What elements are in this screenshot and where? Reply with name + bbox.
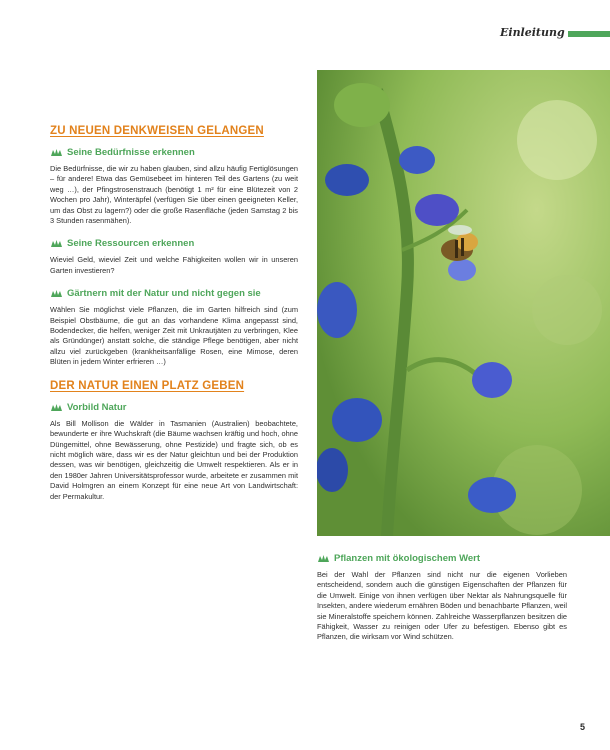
section-title: DER NATUR EINEN PLATZ GEBEN bbox=[50, 379, 245, 392]
paragraph: Die Bedürfnisse, die wir zu haben glauben, sind allzu häufig Fertiglösungen – für andere! Etwa das Gemüsebeet im hinteren Teil des Gartens (zu weit weg …), der Pfingstrosenstrauch (benötigt 1 m² für eine Blütezeit von 2 Wochen pro Jahr), Winteräpfel (verfügen Sie über einen geeigneten Keller, um das Obst zu lagern?) oder die große Rasenfläche (jeden Samstag 2 bis 3 Stunden rasenmähen). bbox=[50, 164, 298, 226]
photo-illustration bbox=[317, 70, 610, 536]
subheading bbox=[50, 147, 298, 158]
paragraph: Als Bill Mollison die Wälder in Tasmanien (Australien) beobachtete, bewunderte er ihre Wuchskraft (die Bäume wachsen kräftig und hoch, ohne Düngemittel, ohne Bewässerung, ohne Pestizide) und fragte sich, ob es nicht möglich wäre, dass wir es der Natur gleichtun und bei der Produktion dessen, was wir benötigen, gleichzeitig die Umwelt respektieren. Als er in den 1980er Jahren Universitätsprofessor wurde, arbeitete er zusammen mit David Holmgren an einem Konzept für eine neue Art von Landwirtschaft: der Permakultur. bbox=[50, 418, 298, 501]
subheading bbox=[50, 238, 298, 249]
leaf-icon bbox=[317, 554, 330, 563]
chapter-bar bbox=[568, 31, 610, 37]
subheading-label: Seine Ressourcen erkennen bbox=[67, 238, 195, 250]
subheading-label: Vorbild Natur bbox=[67, 401, 127, 413]
section-title: ZU NEUEN DENKWEISEN GELANGEN bbox=[50, 125, 264, 137]
flower-bee-photo bbox=[317, 70, 610, 536]
leaf-icon bbox=[50, 239, 63, 248]
paragraph: Bei der Wahl der Pflanzen sind nicht nur die eigenen Vorlieben entscheidend, sondern auch die günstigen Eigenschaften der Pflanzen für die Umwelt. Einige von ihnen verfügen über Nektar als Nahrungsquelle für Insekten, andere wiederum ernähren Böden und benachbarte Pflanzen, weil sie Mineralstoffe speichern können. Zahlreiche Wasserpflanzen besitzen die Fähigkeit, Wasser zu reinigen oder Ufer zu befestigen. Ebenso gibt es Pflanzen, die wirksam vor Wind schützen. bbox=[317, 570, 567, 642]
page-number: 5 bbox=[580, 722, 586, 732]
subheading-label: Seine Bedürfnisse erkennen bbox=[67, 147, 195, 158]
chapter-label: Einleitung bbox=[500, 26, 565, 39]
subheading bbox=[317, 553, 567, 564]
subheading bbox=[50, 288, 298, 299]
section-new-thinking bbox=[50, 125, 298, 368]
paragraph: Wählen Sie möglichst viele Pflanzen, die im Garten hilfreich sind (zum Beispiel Obstbäume, die gut an das vorhandene Klima angepasst sind, Bodendecker, die helfen, weniger Zeit mit Unkrautjäten zu verbringen, Klee als Gründünger) anstatt solche, die ständige Pflege benötigen, aber nicht allzu viel zurückgeben (krankheitsanfällige Rosen, eine Mimose, deren Blüten in jedem Winter erfrieren …) bbox=[50, 305, 298, 367]
leaf-icon bbox=[50, 403, 63, 412]
leaf-icon bbox=[50, 148, 63, 157]
subheading-label: Gärtnern mit der Natur und nicht gegen sie bbox=[67, 288, 261, 300]
leaf-icon bbox=[50, 289, 63, 298]
subheading-label: Pflanzen mit ökologischem Wert bbox=[334, 553, 481, 564]
left-column bbox=[50, 125, 298, 514]
section-nature-space bbox=[50, 380, 298, 502]
paragraph: Wieviel Geld, wieviel Zeit und welche Fähigkeiten wollen wir in unseren Garten investieren? bbox=[50, 255, 298, 275]
subheading bbox=[50, 402, 298, 413]
right-column bbox=[317, 553, 567, 655]
